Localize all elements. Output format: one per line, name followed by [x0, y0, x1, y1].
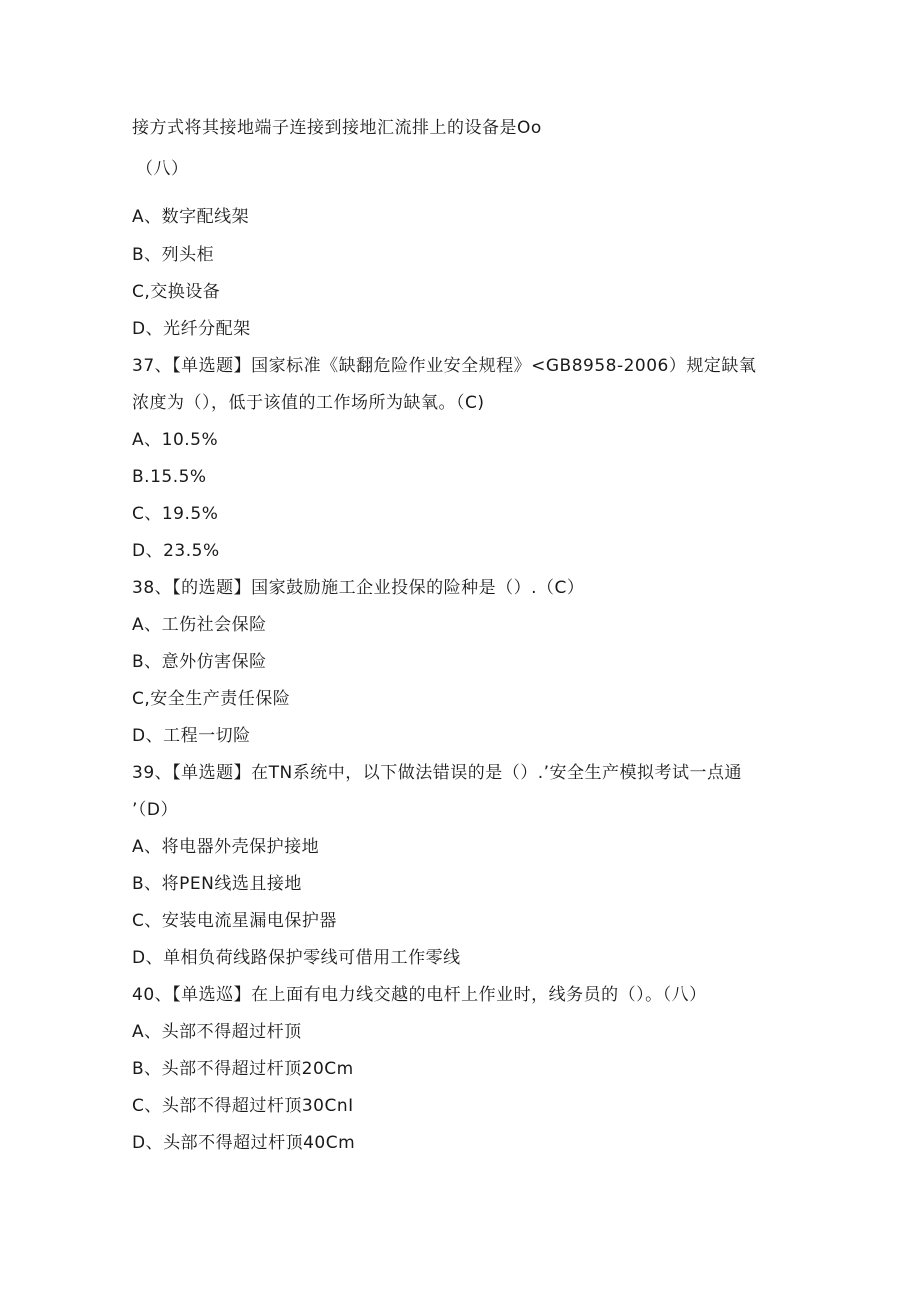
option-c: C、19.5%: [132, 504, 219, 524]
option-a: A、数字配线架: [132, 207, 250, 227]
text-line-2: （八）: [136, 159, 189, 179]
option-b: B、头部不得超过杆顶20Cm: [132, 1059, 354, 1079]
option-d: D、光纤分配架: [132, 319, 251, 339]
question-38: 38、【的选题】国家鼓励施工企业投保的险种是（）.（C）: [132, 578, 585, 598]
option-c: C,交换设备: [132, 282, 221, 302]
option-b: B.15.5%: [132, 467, 207, 487]
question-37-cont: 浓度为（），低于该值的工作场所为缺氧。（C): [132, 393, 485, 413]
question-40: 40、【单选巡】在上面有电力线交越的电杆上作业时，线务员的（）。（八）: [132, 985, 707, 1005]
option-c: C、安装电流星漏电保护器: [132, 911, 337, 931]
question-39: 39、【单选题】在TN系统中，以下做法错误的是（）.’安全生产模拟考试一点通: [132, 763, 743, 783]
option-a: A、10.5%: [132, 430, 219, 450]
option-b: B、将PEN线选且接地: [132, 874, 302, 894]
option-d: D、单相负荷线路保护零线可借用工作零线: [132, 948, 461, 968]
option-d: D、23.5%: [132, 541, 220, 561]
option-d: D、头部不得超过杆顶40Cm: [132, 1133, 356, 1153]
option-b: B、意外仿害保险: [132, 652, 267, 672]
text-line-1: 接方式将其接地端子连接到接地汇流排上的设备是Oo: [132, 118, 542, 138]
option-c: C、头部不得超过杆顶30CnI: [132, 1096, 354, 1116]
option-b: B、列头柜: [132, 245, 215, 265]
option-a: A、工伤社会保险: [132, 615, 267, 635]
option-d: D、工程一切险: [132, 726, 251, 746]
question-37: 37、【单选题】国家标准《缺翻危险作业安全规程》<GB8958-2006）规定缺氧: [132, 356, 757, 376]
option-c: C,安全生产责任保险: [132, 689, 291, 709]
option-a: A、将电器外壳保护接地: [132, 837, 320, 857]
question-39-cont: ’（D）: [132, 800, 178, 820]
option-a: A、头部不得超过杆顶: [132, 1022, 302, 1042]
